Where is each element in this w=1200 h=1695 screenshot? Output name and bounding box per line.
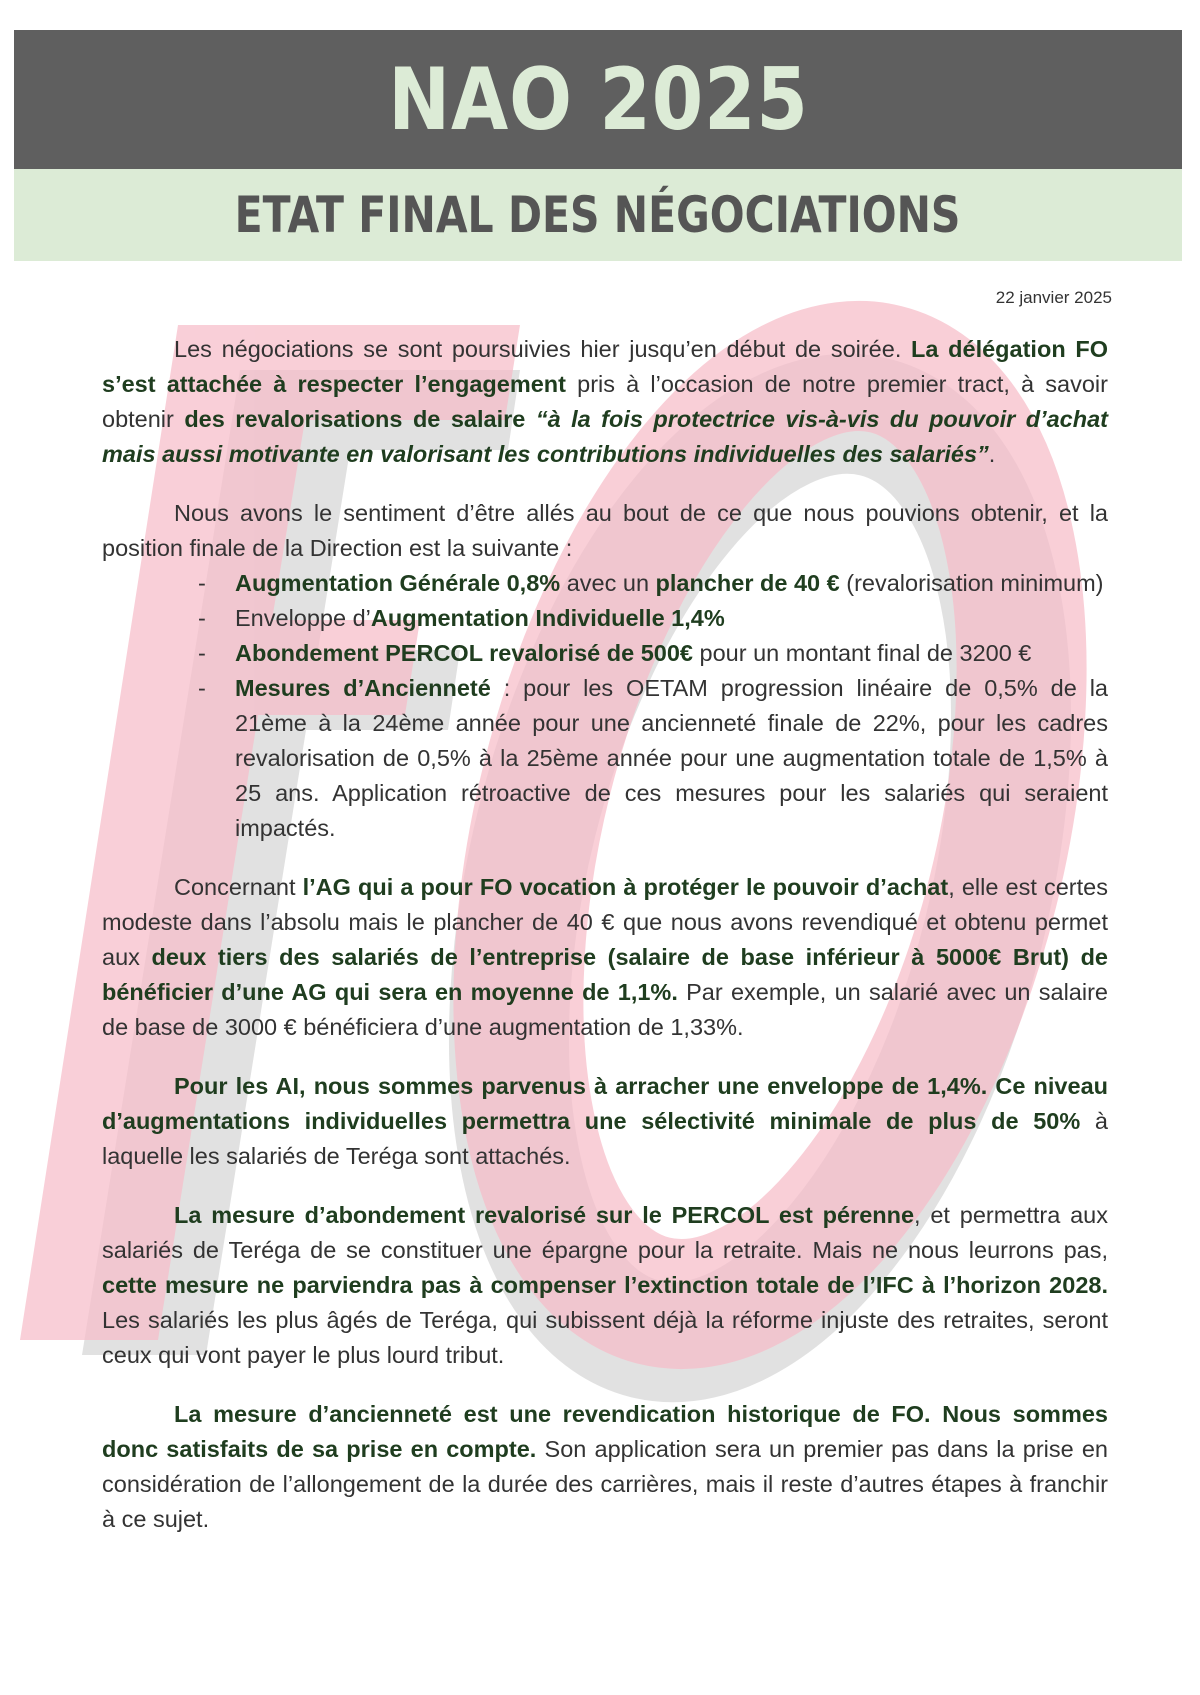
page-subtitle: ETAT FINAL DES NÉGOCIATIONS: [235, 186, 961, 244]
subtitle-banner: [14, 169, 1182, 261]
paragraph-anciennete: La mesure d’ancienneté est une revendication historique de FO. Nous sommes donc satisfaits de sa prise en compte. Son application sera un premier pas dans la prise en considération de l’allongement de la durée des carrières, mais il reste d’autres étapes à franchir à ce sujet.: [102, 1401, 1109, 1532]
measures-list: [102, 566, 1108, 846]
paragraph-intro: Les négociations se sont poursuivies hier jusqu’en début de soirée. La délégation FO s’est attachée à respecter l’engagement pris à l’occasion de notre premier tract, à savoir obtenir des revalorisations de salaire “à la fois protectrice vis-à-vis du pouvoir d’achat mais aussi motivante en valorisant les contributions individuelles des salariés”.: [102, 336, 1108, 467]
list-item: - Enveloppe d’Augmentation Individuelle 1,4%: [198, 605, 725, 631]
list-item: - Augmentation Générale 0,8% avec un plancher de 40 € (revalorisation minimum): [198, 570, 1104, 596]
paragraph-ai: Pour les AI, nous sommes parvenus à arracher une enveloppe de 1,4%. Ce niveau d’augmentations individuelles permettra une sélectivité minimale de plus de 50% à laquelle les salariés de Teréga sont attachés.: [102, 1073, 1109, 1169]
document-date: 22 janvier 2025: [995, 288, 1112, 307]
title-banner: [14, 30, 1182, 169]
page-title: NAO 2025: [387, 49, 809, 150]
paragraph-percol: La mesure d’abondement revalorisé sur le PERCOL est pérenne, et permettra aux salariés de Teréga de se constituer une épargne pour la retraite. Mais ne nous leurrons pas, cette mesure ne parviendra pas à compenser l’extinction totale de l’IFC à l’horizon 2028. Les salariés les plus âgés de Teréga, qui subissent déjà la réforme injuste des retraites, seront ceux qui vont payer le plus lourd tribut.: [102, 1202, 1108, 1368]
document-body: [102, 332, 1108, 1561]
paragraph-ag: Concernant l’AG qui a pour FO vocation à protéger le pouvoir d’achat, elle est certes modeste dans l’absolu mais le plancher de 40 € que nous avons revendiqué et obtenu permet aux deux tiers des salariés de l’entreprise (salaire de base inférieur à 5000€ Brut) de bénéficier d’une AG qui sera en moyenne de 1,1%. Par exemple, un salarié avec un salaire de base de 3000 € bénéficiera d’une augmentation de 1,33%.: [102, 874, 1109, 1040]
list-item: - Abondement PERCOL revalorisé de 500€ pour un montant final de 3200 €: [198, 640, 1032, 666]
paragraph-final-position: Nous avons le sentiment d’être allés au bout de ce que nous pouvions obtenir, et la position finale de la Direction est la suivante :: [102, 500, 1108, 561]
list-item: - Mesures d’Ancienneté : pour les OETAM progression linéaire de 0,5% de la 21ème à la 24ème année pour une ancienneté finale de 22%, pour les cadres revalorisation de 0,5% à la 25ème année pour une augmentation totale de 1,5% à 25 ans. Application rétroactive de ces mesures pour les salariés qui seraient impactés.: [198, 675, 1109, 841]
